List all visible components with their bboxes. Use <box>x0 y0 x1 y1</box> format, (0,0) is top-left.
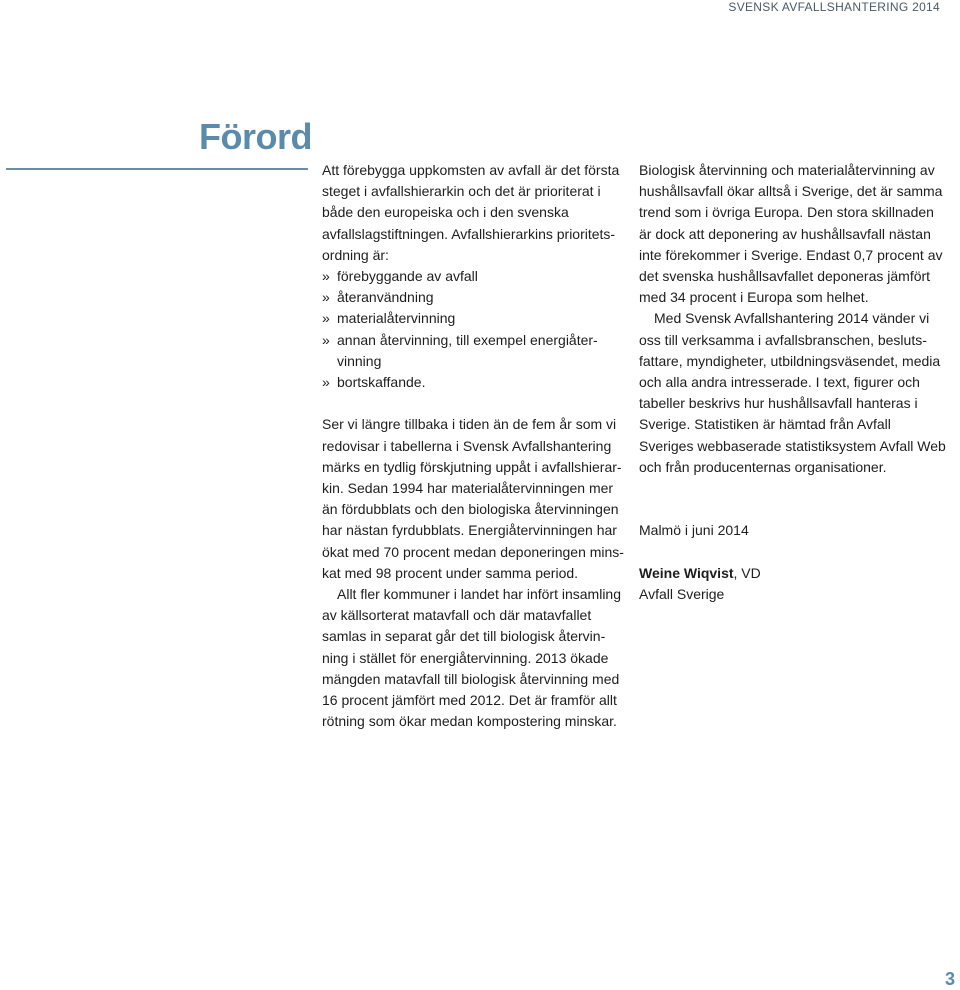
text-line: Med Svensk Avfallshantering 2014 vänder vi <box>654 310 930 327</box>
page-title: Förord <box>199 116 312 157</box>
text-line: än fördubblats och den biologiska återvinningen <box>322 501 619 518</box>
text-line: ordning är: <box>322 246 389 263</box>
text-line: det svenska hushållsavfallet deponeras jämfört <box>639 268 931 285</box>
bullet-marker: » <box>322 310 330 327</box>
text-line: har nästan fyrdubblats. Energiåtervinningen har <box>322 522 617 539</box>
text-line: avfallslagstiftningen. Avfallshierarkins prioritets- <box>322 225 616 242</box>
bullet-list <box>322 266 622 393</box>
text-line: steget i avfallshierarkin och det är prioriterat i <box>322 183 601 200</box>
text-line: Att förebygga uppkomsten av avfall är det första <box>322 162 620 178</box>
text-line: Sverige. Statistiken är hämtad från Avfall <box>639 416 891 433</box>
list-item-text: materialåtervinning <box>337 310 456 327</box>
paragraph-gap <box>639 478 944 499</box>
text-line: mängden matavfall till biologisk återvinning med <box>322 670 620 687</box>
paragraph-gap <box>639 542 944 563</box>
text-line: tabeller beskrivs hur hushållsavfall hanteras i <box>639 395 918 412</box>
bullet-marker: » <box>322 331 330 348</box>
text-line: både den europeiska och i den svenska <box>322 204 569 221</box>
text-line: inte förekommer i Sverige. Endast 0,7 procent av <box>639 246 943 263</box>
list-item <box>322 266 622 287</box>
text-line: kat med 98 procent under samma period. <box>322 564 579 581</box>
text-line: oss till verksamma i avfallsbranschen, besluts- <box>639 331 927 348</box>
signer-title: , VD <box>733 564 761 581</box>
organization: Avfall Sverige <box>639 586 725 603</box>
intro-paragraph <box>322 160 622 266</box>
page-number: 3 <box>944 969 955 989</box>
text-column-2 <box>639 160 944 605</box>
title-rule <box>6 168 308 170</box>
text-line: hushållsavfall ökar alltså i Sverige, det är samma <box>639 183 943 200</box>
food-waste-paragraph <box>322 584 622 732</box>
text-line: Allt fler kommuner i landet har infört insamling <box>337 586 622 603</box>
list-item <box>322 372 622 393</box>
list-item <box>322 287 622 308</box>
list-item <box>322 308 622 329</box>
text-line: kin. Sedan 1994 har materialåtervinningen mer <box>322 480 614 497</box>
text-line: och från producenternas organisationer. <box>639 458 887 475</box>
text-line: Sveriges webbaserade statistiksystem Avfall Web <box>639 437 946 454</box>
bullet-marker: » <box>322 374 330 391</box>
text-line: märks en tydlig förskjutning uppåt i avfallshierar- <box>322 458 622 475</box>
text-line: fattare, myndigheter, utbildningsväsendet, media <box>639 352 941 369</box>
text-line: är dock att deponering av hushållsavfall nästan <box>639 225 931 242</box>
text-line: Biologisk återvinning och materialåtervinning av <box>639 162 935 178</box>
text-line: Ser vi längre tillbaka i tiden än de fem år som vi <box>322 416 617 433</box>
text-line: med 34 procent i Europa som helhet. <box>639 289 869 306</box>
bullet-marker: » <box>322 289 330 306</box>
list-item <box>322 330 622 351</box>
audience-paragraph <box>639 308 944 478</box>
list-item-text: återanvändning <box>337 289 434 306</box>
place-date: Malmö i juni 2014 <box>639 522 749 539</box>
text-line: 16 procent jämfört med 2012. Det är framför allt <box>322 692 617 709</box>
trend-paragraph <box>639 160 944 308</box>
list-item-text: bortskaffande. <box>337 374 426 391</box>
text-line: ning i stället för energiåtervinning. 2013 ökade <box>322 649 609 666</box>
history-paragraph <box>322 414 622 584</box>
text-line: rötning som ökar medan kompostering minskar. <box>322 713 617 730</box>
signer-name: Weine Wiqvist <box>639 564 734 581</box>
text-line: och alla andra intresserade. I text, figurer och <box>639 374 920 391</box>
signature <box>639 563 944 584</box>
text-line: trend som i övriga Europa. Den stora skillnaden <box>639 204 934 221</box>
paragraph-gap <box>322 393 622 414</box>
text-line: av källsorterat matavfall och där matavfallet <box>322 607 592 624</box>
text-column-1 <box>322 160 622 732</box>
text-line: ökat med 70 procent medan deponeringen mins- <box>322 543 624 560</box>
list-item-text: förebyggande av avfall <box>337 268 478 285</box>
list-item-continuation: vinning <box>337 352 382 369</box>
paragraph-gap <box>639 499 944 520</box>
text-line: redovisar i tabellerna i Svensk Avfallshantering <box>322 437 612 454</box>
text-line: samlas in separat går det till biologisk återvin- <box>322 628 606 645</box>
list-item-text: annan återvinning, till exempel energiåter- <box>337 331 598 348</box>
running-header: SVENSK AVFALLSHANTERING 2014 <box>728 0 940 14</box>
bullet-marker: » <box>322 268 330 285</box>
